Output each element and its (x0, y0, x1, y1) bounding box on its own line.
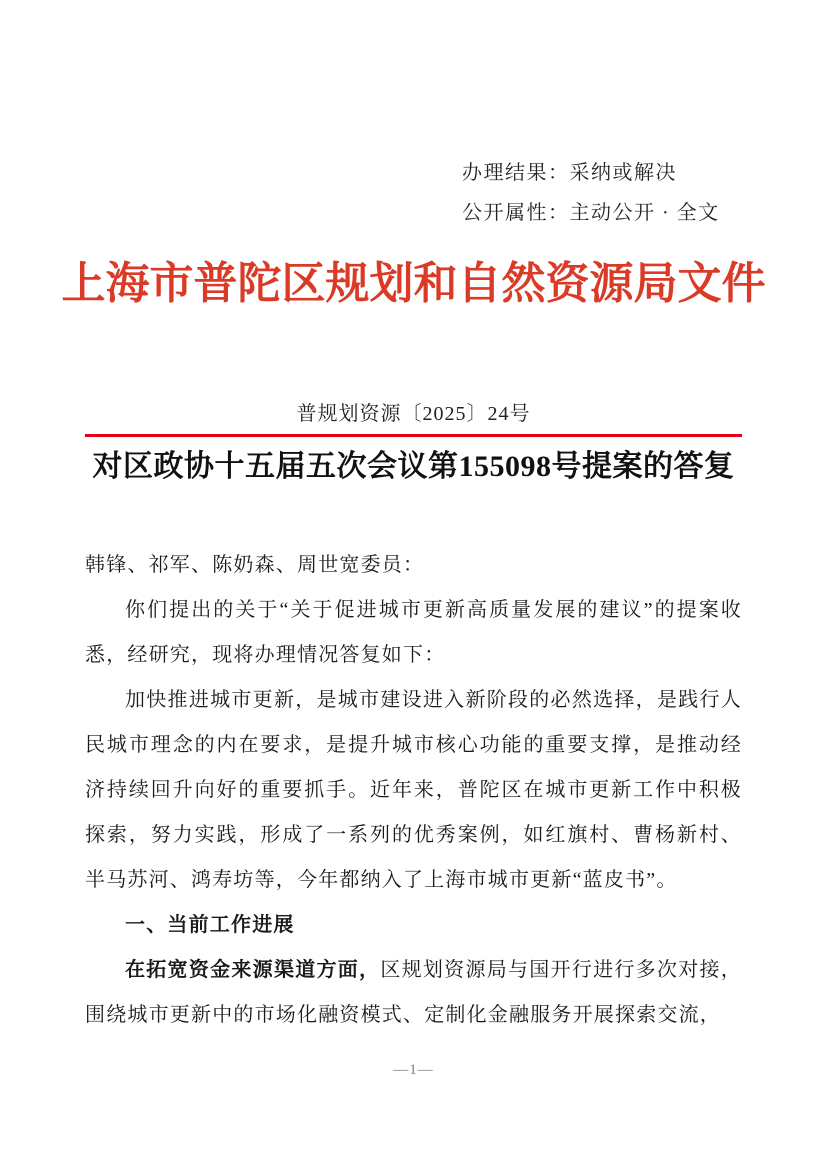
document-reference-number: 普规划资源〔2025〕24号 (296, 403, 531, 425)
paragraph-1: 你们提出的关于“关于促进城市更新高质量发展的建议”的提案收悉，经研究，现将办理情况答复如下： (85, 599, 742, 666)
paragraph-2: 加快推进城市更新，是城市建设进入新阶段的必然选择，是践行人民城市理念的内在要求，是提升城市核心功能的重要支撑，是推动经济持续回升向好的重要抓手。近年来，普陀区在城市更新工作中积极探索，努力实践，形成了一系列的优秀案例，如红旗村、曹杨新村、半马苏河、鸿寿坊等，今年都纳入了上海市城市更新“蓝皮书”。 (85, 689, 742, 891)
red-divider-rule (85, 434, 742, 437)
salutation-line: 韩锋、祁军、陈奶森、周世宽委员： (85, 554, 425, 576)
document-title: 对区政协十五届五次会议第155098号提案的答复 (92, 450, 735, 483)
agency-masthead-title: 上海市普陀区规划和自然资源局文件 (61, 259, 766, 308)
page-number: —1— (393, 1062, 434, 1078)
paragraph-3 (85, 948, 742, 1038)
document-body (85, 543, 742, 1038)
paragraph-3-bold-lead: 在拓宽资金来源渠道方面， (125, 959, 381, 981)
section-heading-1: 一、当前工作进展 (125, 914, 295, 936)
meta-publicity-attribute: 公开属性：主动公开 · 全文 (462, 202, 720, 224)
meta-handling-result: 办理结果：采纳或解决 (462, 162, 677, 184)
paragraph-3-rest: 区规划资源局与国开行进行多次对接，围绕城市更新中的市场化融资模式、定制化金融服务开展探索交流， (85, 959, 742, 1026)
header-meta-block (462, 153, 720, 233)
